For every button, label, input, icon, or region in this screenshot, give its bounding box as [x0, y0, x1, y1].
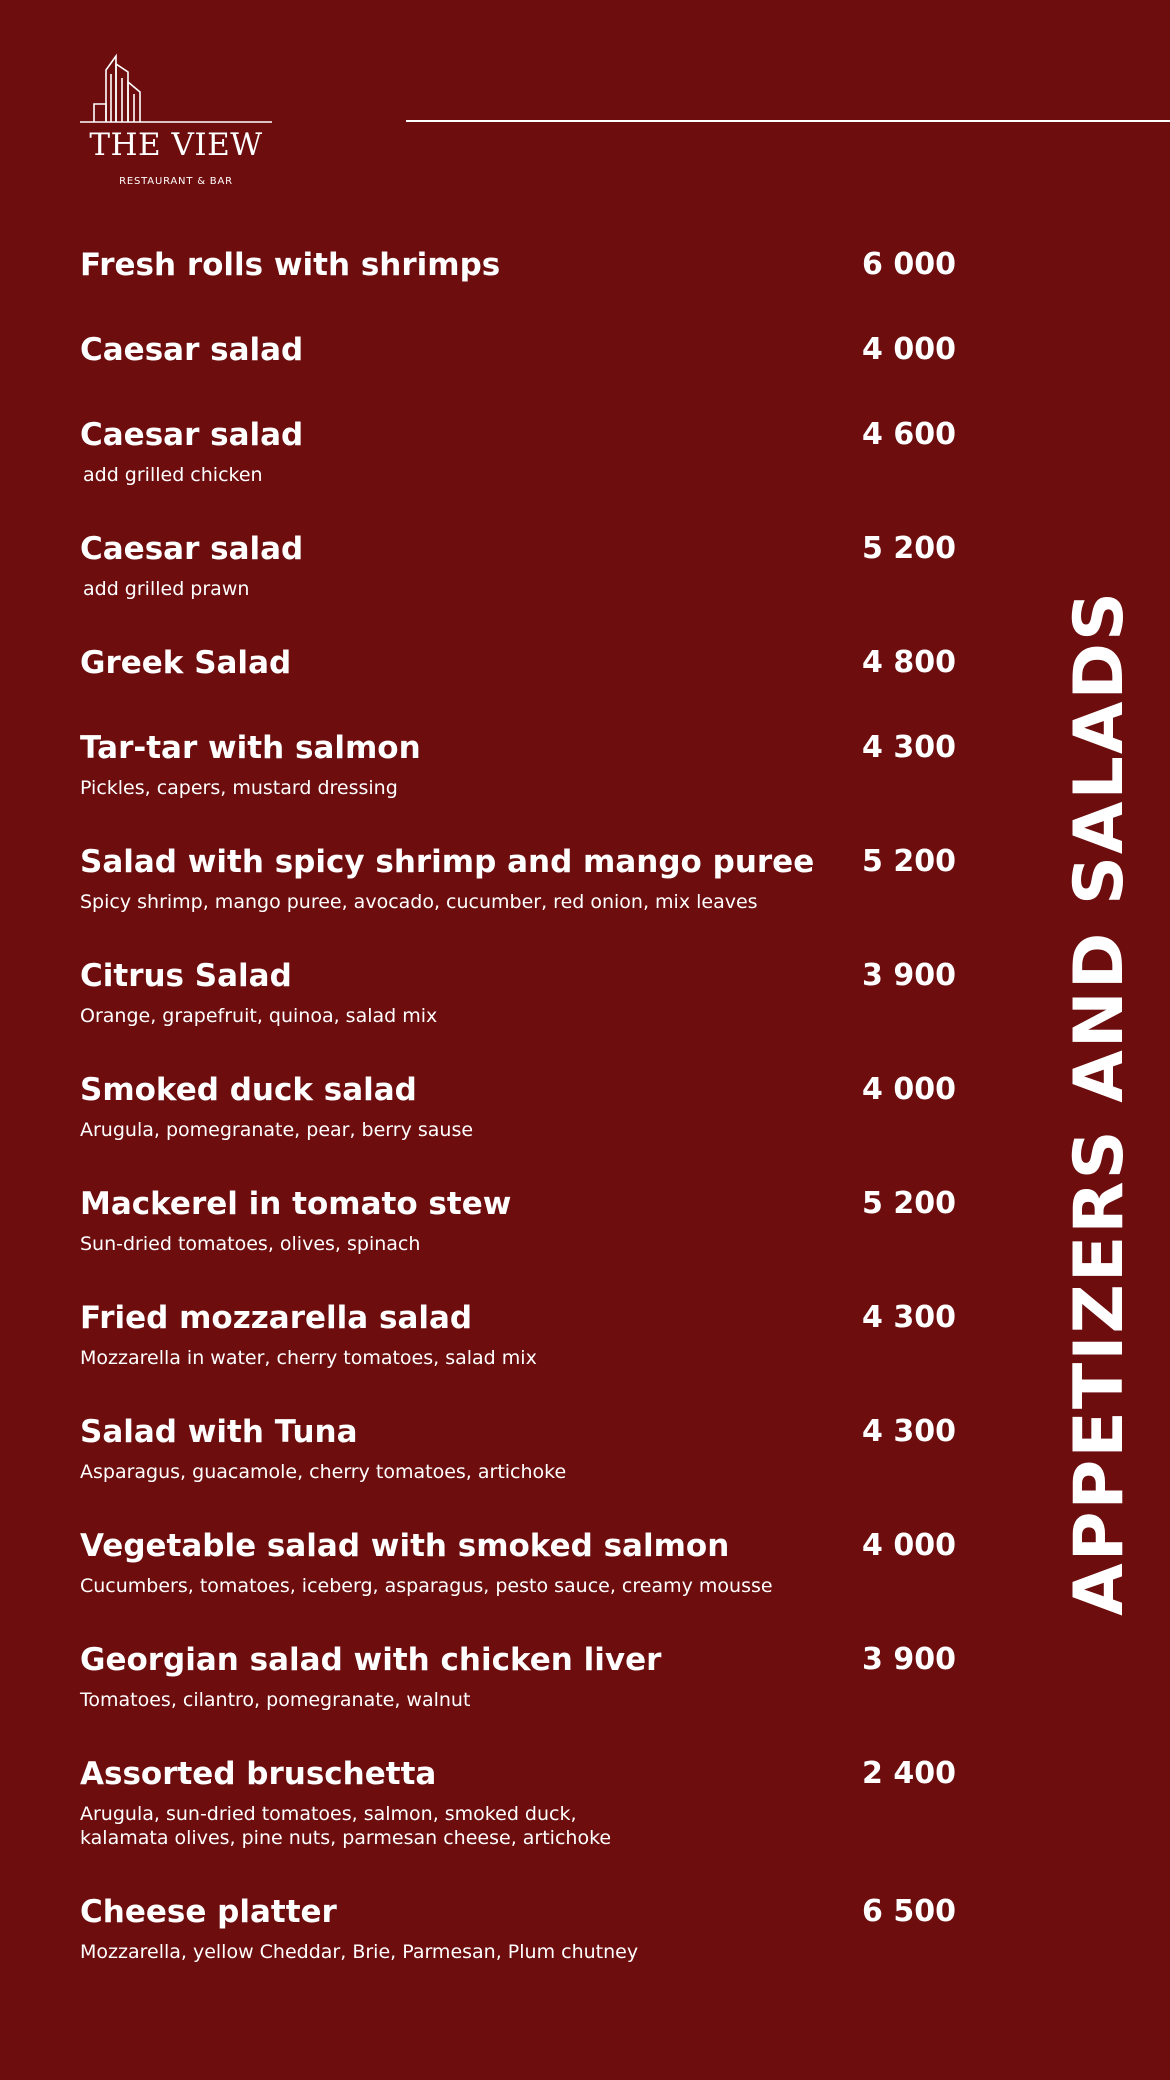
item-price: 6 000	[862, 247, 956, 282]
menu-item	[80, 844, 956, 914]
menu-item	[80, 1894, 956, 1964]
item-name: Caesar salad	[80, 531, 304, 567]
item-name: Tar-tar with salmon	[80, 730, 421, 766]
item-description: Arugula, sun-dried tomatoes, salmon, smoked duck, kalamata olives, pine nuts, parmesan cheese, artichoke	[80, 1803, 612, 1849]
item-description: Tomatoes, cilantro, pomegranate, walnut	[80, 1689, 471, 1711]
item-name: Citrus Salad	[80, 958, 292, 994]
item-name: Caesar salad	[80, 417, 304, 453]
menu-item	[80, 247, 956, 283]
item-description: Mozzarella, yellow Cheddar, Brie, Parmesan, Plum chutney	[80, 1941, 639, 1963]
menu-item	[80, 1186, 956, 1256]
menu-item	[80, 1072, 956, 1142]
item-price: 4 000	[862, 332, 956, 367]
item-price: 4 600	[862, 417, 956, 452]
item-price: 2 400	[862, 1756, 956, 1791]
item-name: Vegetable salad with smoked salmon	[80, 1528, 730, 1564]
menu-item	[80, 531, 956, 601]
item-name: Fried mozzarella salad	[80, 1300, 473, 1336]
item-price: 4 000	[862, 1072, 956, 1107]
item-description: Asparagus, guacamole, cherry tomatoes, artichoke	[80, 1461, 567, 1483]
item-price: 5 200	[862, 531, 956, 566]
item-price: 4 800	[862, 645, 956, 680]
item-description: Cucumbers, tomatoes, iceberg, asparagus, pesto sauce, creamy mousse	[80, 1575, 773, 1597]
menu-item	[80, 730, 956, 800]
item-name: Salad with Tuna	[80, 1414, 358, 1450]
item-price: 3 900	[862, 1642, 956, 1677]
item-description: Sun-dried tomatoes, olives, spinach	[80, 1233, 421, 1255]
item-name: Salad with spicy shrimp and mango puree	[80, 844, 815, 880]
item-description: add grilled prawn	[83, 578, 250, 600]
item-price: 4 000	[862, 1528, 956, 1563]
brand-subtitle: RESTAURANT & BAR	[119, 176, 233, 187]
menu-item	[80, 1642, 956, 1712]
menu-item	[80, 417, 956, 487]
item-price: 4 300	[862, 730, 956, 765]
item-name: Mackerel in tomato stew	[80, 1186, 512, 1222]
item-name: Greek Salad	[80, 645, 292, 681]
item-name: Georgian salad with chicken liver	[80, 1642, 662, 1678]
item-description: Mozzarella in water, cherry tomatoes, salad mix	[80, 1347, 537, 1369]
item-description: Arugula, pomegranate, pear, berry sause	[80, 1119, 474, 1141]
menu-item	[80, 332, 956, 368]
menu-item	[80, 1414, 956, 1484]
restaurant-logo	[80, 52, 272, 192]
section-title: APPETIZERS AND SALADS	[1060, 590, 1139, 1616]
menu-item	[80, 1300, 956, 1370]
item-name: Smoked duck salad	[80, 1072, 417, 1108]
item-price: 5 200	[862, 1186, 956, 1221]
item-price: 5 200	[862, 844, 956, 879]
item-description: add grilled chicken	[83, 464, 263, 486]
header-divider	[406, 120, 1170, 122]
item-description: Orange, grapefruit, quinoa, salad mix	[80, 1005, 438, 1027]
item-name: Cheese platter	[80, 1894, 337, 1930]
item-name: Fresh rolls with shrimps	[80, 247, 501, 283]
brand-name: THE VIEW	[89, 127, 263, 163]
item-price: 4 300	[862, 1414, 956, 1449]
item-price: 6 500	[862, 1894, 956, 1929]
item-name: Caesar salad	[80, 332, 304, 368]
item-name: Assorted bruschetta	[80, 1756, 437, 1792]
item-price: 3 900	[862, 958, 956, 993]
item-price: 4 300	[862, 1300, 956, 1335]
item-description: Spicy shrimp, mango puree, avocado, cucumber, red onion, mix leaves	[80, 891, 758, 913]
building-logo-icon	[80, 52, 272, 124]
menu-item	[80, 1756, 956, 1850]
menu-item	[80, 1528, 956, 1598]
menu-item	[80, 958, 956, 1028]
menu-item	[80, 645, 956, 681]
item-description: Pickles, capers, mustard dressing	[80, 777, 398, 799]
